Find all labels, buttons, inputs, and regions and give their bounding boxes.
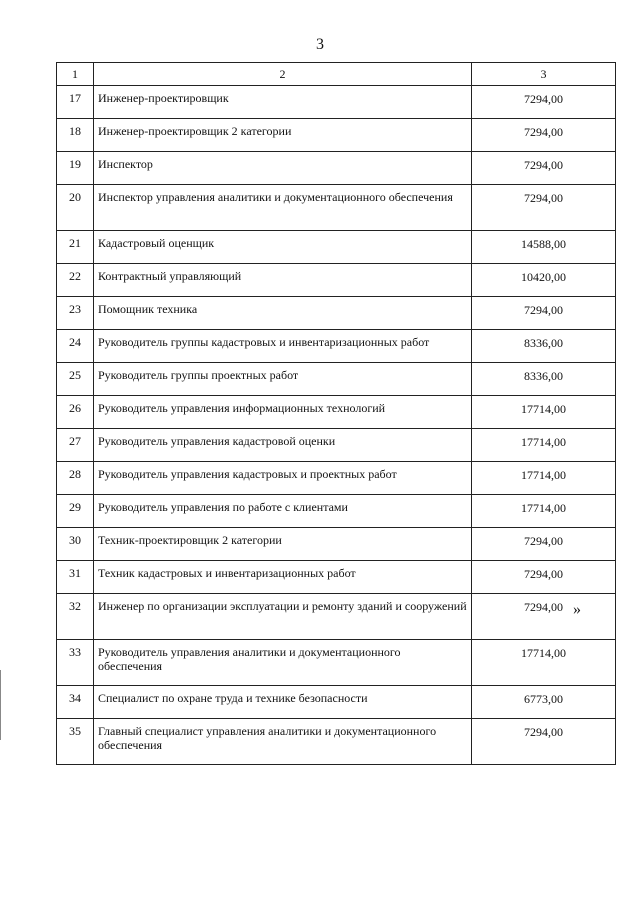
row-position: Контрактный управляющий bbox=[94, 264, 472, 297]
table-row bbox=[57, 594, 616, 640]
row-position: Руководитель управления аналитики и документационного обеспечения bbox=[94, 640, 472, 686]
row-number: 30 bbox=[57, 528, 94, 561]
table-row bbox=[57, 462, 616, 495]
row-number: 21 bbox=[57, 231, 94, 264]
table-row bbox=[57, 185, 616, 231]
row-amount: 17714,00 bbox=[472, 640, 616, 686]
row-position: Руководитель группы кадастровых и инвентаризационных работ bbox=[94, 330, 472, 363]
row-amount: 7294,00 bbox=[472, 719, 616, 765]
row-amount: 17714,00 bbox=[472, 462, 616, 495]
row-number: 28 bbox=[57, 462, 94, 495]
row-amount: 17714,00 bbox=[472, 396, 616, 429]
table-row bbox=[57, 495, 616, 528]
table-row bbox=[57, 561, 616, 594]
row-number: 27 bbox=[57, 429, 94, 462]
row-position: Инспектор bbox=[94, 152, 472, 185]
row-position: Руководитель управления информационных технологий bbox=[94, 396, 472, 429]
row-number: 34 bbox=[57, 686, 94, 719]
row-number: 20 bbox=[57, 185, 94, 231]
table-row bbox=[57, 719, 616, 765]
scan-margin-line bbox=[0, 670, 1, 740]
row-number: 23 bbox=[57, 297, 94, 330]
row-position: Специалист по охране труда и технике безопасности bbox=[94, 686, 472, 719]
table-row bbox=[57, 429, 616, 462]
row-position: Техник-проектировщик 2 категории bbox=[94, 528, 472, 561]
table-row bbox=[57, 119, 616, 152]
table-row bbox=[57, 152, 616, 185]
row-position: Руководитель управления кадастровых и проектных работ bbox=[94, 462, 472, 495]
positions-table bbox=[56, 62, 616, 765]
row-number: 24 bbox=[57, 330, 94, 363]
header-cell-number: 1 bbox=[57, 63, 94, 86]
row-position: Кадастровый оценщик bbox=[94, 231, 472, 264]
row-number: 33 bbox=[57, 640, 94, 686]
row-amount: 6773,00 bbox=[472, 686, 616, 719]
closing-quote-mark: » bbox=[573, 601, 581, 618]
row-amount: 7294,00 bbox=[472, 297, 616, 330]
row-amount: 17714,00 bbox=[472, 429, 616, 462]
row-amount: 14588,00 bbox=[472, 231, 616, 264]
row-amount: 10420,00 bbox=[472, 264, 616, 297]
row-amount: 7294,00 bbox=[472, 561, 616, 594]
table-row bbox=[57, 231, 616, 264]
table-row bbox=[57, 330, 616, 363]
row-number: 18 bbox=[57, 119, 94, 152]
row-amount: 7294,00 bbox=[472, 152, 616, 185]
row-position: Инспектор управления аналитики и документационного обеспечения bbox=[94, 185, 472, 231]
row-number: 17 bbox=[57, 86, 94, 119]
page-number: 3 bbox=[316, 36, 324, 53]
table-row bbox=[57, 686, 616, 719]
row-amount: 7294,00 bbox=[472, 86, 616, 119]
row-position: Помощник техника bbox=[94, 297, 472, 330]
row-position: Главный специалист управления аналитики и документационного обеспечения bbox=[94, 719, 472, 765]
row-amount: 8336,00 bbox=[472, 330, 616, 363]
row-amount: 7294,00 bbox=[472, 119, 616, 152]
table-row bbox=[57, 396, 616, 429]
row-number: 26 bbox=[57, 396, 94, 429]
table-row bbox=[57, 297, 616, 330]
row-number: 31 bbox=[57, 561, 94, 594]
table-row bbox=[57, 264, 616, 297]
table-row bbox=[57, 640, 616, 686]
table-header-row bbox=[57, 63, 616, 86]
row-position: Руководитель группы проектных работ bbox=[94, 363, 472, 396]
table-row bbox=[57, 86, 616, 119]
row-position: Руководитель управления кадастровой оценки bbox=[94, 429, 472, 462]
row-position: Инженер-проектировщик 2 категории bbox=[94, 119, 472, 152]
row-position: Инженер по организации эксплуатации и ремонту зданий и сооружений bbox=[94, 594, 472, 640]
row-number: 32 bbox=[57, 594, 94, 640]
row-amount: 7294,00 bbox=[472, 594, 616, 640]
table-row bbox=[57, 528, 616, 561]
header-cell-position: 2 bbox=[94, 63, 472, 86]
row-amount: 8336,00 bbox=[472, 363, 616, 396]
row-position: Техник кадастровых и инвентаризационных работ bbox=[94, 561, 472, 594]
row-amount: 7294,00 bbox=[472, 528, 616, 561]
row-amount: 7294,00 bbox=[472, 185, 616, 231]
row-number: 35 bbox=[57, 719, 94, 765]
table-row bbox=[57, 363, 616, 396]
row-position: Руководитель управления по работе с клиентами bbox=[94, 495, 472, 528]
row-number: 25 bbox=[57, 363, 94, 396]
row-number: 22 bbox=[57, 264, 94, 297]
row-amount: 17714,00 bbox=[472, 495, 616, 528]
row-number: 19 bbox=[57, 152, 94, 185]
row-position: Инженер-проектировщик bbox=[94, 86, 472, 119]
row-number: 29 bbox=[57, 495, 94, 528]
header-cell-amount: 3 bbox=[472, 63, 616, 86]
